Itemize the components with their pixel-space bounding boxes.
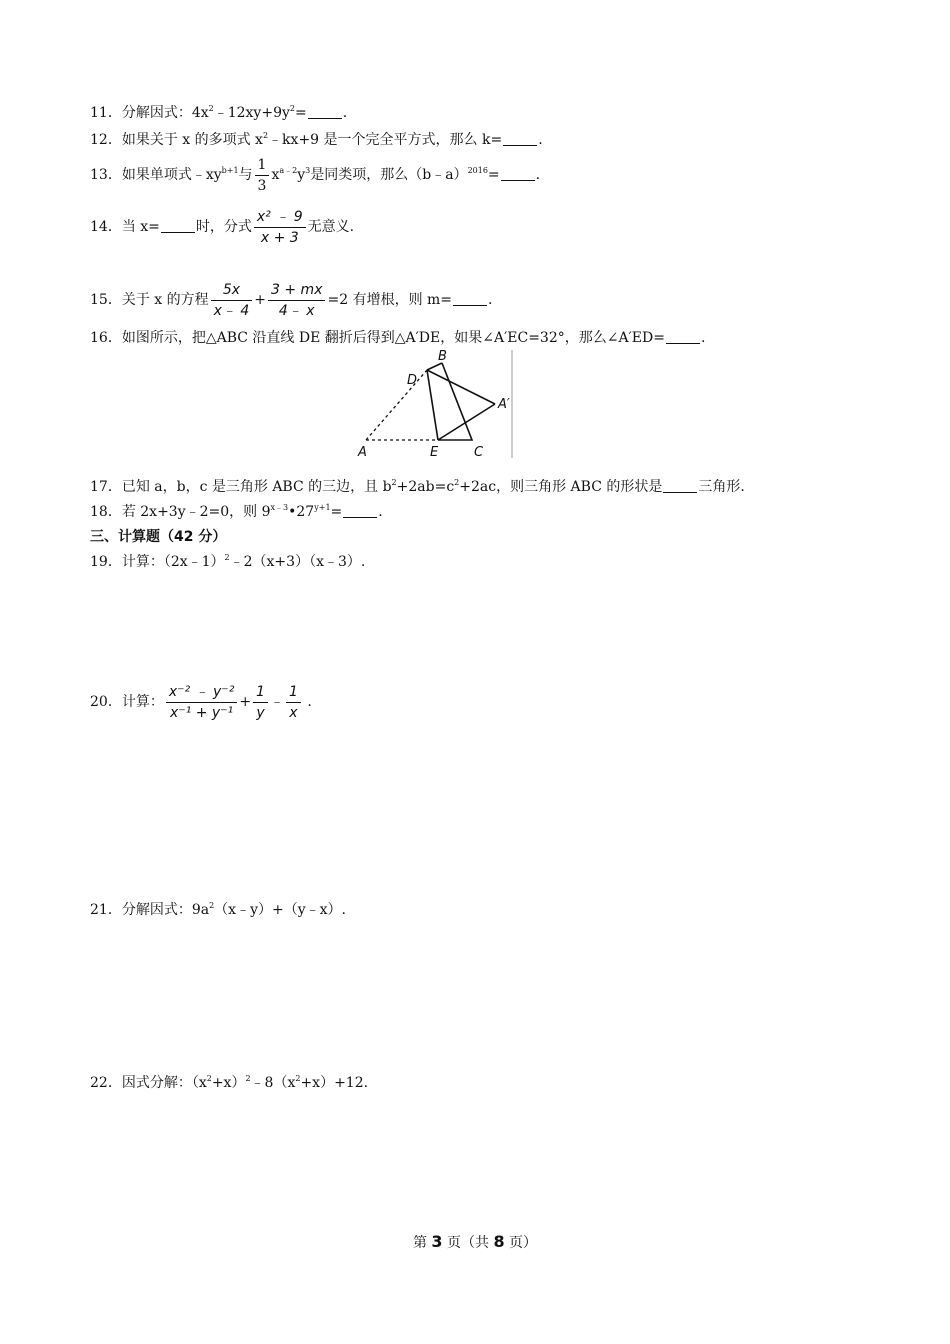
answer-blank[interactable]	[501, 166, 535, 181]
segment-DE	[427, 370, 438, 440]
label-A-prime: A′	[498, 397, 510, 412]
segment-EA-prime	[438, 404, 495, 440]
answer-blank[interactable]	[503, 131, 537, 146]
answer-blank[interactable]	[308, 104, 342, 119]
question-17: 17．已知 a，b，c 是三角形 ABC 的三边，且 $b^2+2ab=c^2+2ac$，则三角形 ABC 的形状是 三角形.	[90, 478, 745, 495]
answer-blank[interactable]	[666, 329, 700, 344]
question-14: 14．当 x= 时，分式 $\frac{\text{x² ﹣ 9}}{x + 3}$ 无意义.	[90, 208, 355, 246]
question-21: 21．分解因式：$9a^2(x﹣y)+(y﹣x)$.	[90, 901, 346, 918]
answer-blank[interactable]	[343, 503, 377, 518]
question-15: 15．关于 x 的方程 $\frac{5x}{x﹣ 4}$ + $\frac{3 + mx}{4﹣ x}$ =2 有增根，则 m= .	[90, 281, 493, 319]
fraction-negative-powers: $\frac{\text{x⁻² ﹣ y⁻²}}{\text{x⁻¹ + y⁻¹}}$	[166, 682, 237, 723]
answer-blank[interactable]	[453, 291, 487, 306]
fraction-5x: $\frac{5x}{x﹣ 4}$	[211, 280, 253, 321]
answer-blank[interactable]	[663, 478, 697, 493]
question-18: 18．若 2x+3y﹣2=0，则 $9^{x﹣3}•27^{y+1}=$ .	[90, 503, 383, 520]
label-D: D	[407, 373, 418, 388]
page-footer: 第 3 页（共 8 页）	[412, 1232, 538, 1251]
fraction-x2-9-over-x3: $\frac{\text{x² ﹣ 9}}{x + 3}$	[254, 207, 306, 248]
dashed-line-AD	[366, 370, 427, 440]
question-20: 20．计算： $\frac{\text{x⁻² ﹣ y⁻²}}{\text{x⁻¹ + y⁻¹}}$ + $\frac{1}{y}$ ﹣ $\frac{1}{x}$ .	[90, 683, 312, 721]
answer-blank[interactable]	[161, 218, 195, 233]
segment-DA-prime	[427, 370, 495, 404]
question-16: 16．如图所示，把△ABC 沿直线 DE 翻折后得到△A′DE，如果∠A′EC=32°，那么∠A′ED= .	[90, 330, 706, 346]
fraction-one-third: $\frac{1}{3}$	[255, 155, 270, 196]
question-13: 13．如果单项式$﹣xy^{b+1}$与 $\frac{1}{3}$ $x^{a﹣2}y^3$是同类项，那么（b﹣a）$^{2016}$= .	[90, 156, 541, 194]
segment-DB	[427, 363, 442, 370]
label-A: A	[358, 445, 367, 460]
question-12: 12．如果关于 x 的多项式 $x^2﹣kx+9$ 是一个完全平方式，那么 k= .	[90, 131, 543, 148]
question-11: 11．分解因式：$4x^2﹣12xy+9y^2=$ .	[90, 104, 348, 121]
question-22: 22．因式分解：$(x^2+x)^2﹣8(x^2+x)+12$.	[90, 1074, 369, 1091]
fraction-3mx: $\frac{3 + mx}{4﹣ x}$	[268, 280, 325, 321]
triangle-fold-figure	[352, 348, 522, 463]
fraction-1-over-x: $\frac{1}{x}$	[286, 682, 301, 723]
question-19: 19．计算：（2x﹣1）$^2$﹣2（x+3）（x﹣3）.	[90, 553, 366, 570]
label-C: C	[474, 445, 484, 460]
fraction-1-over-y: $\frac{1}{y}$	[253, 682, 268, 723]
label-B: B	[438, 349, 447, 364]
section-heading: 三、计算题（42 分）	[90, 529, 227, 545]
label-E: E	[430, 445, 439, 460]
